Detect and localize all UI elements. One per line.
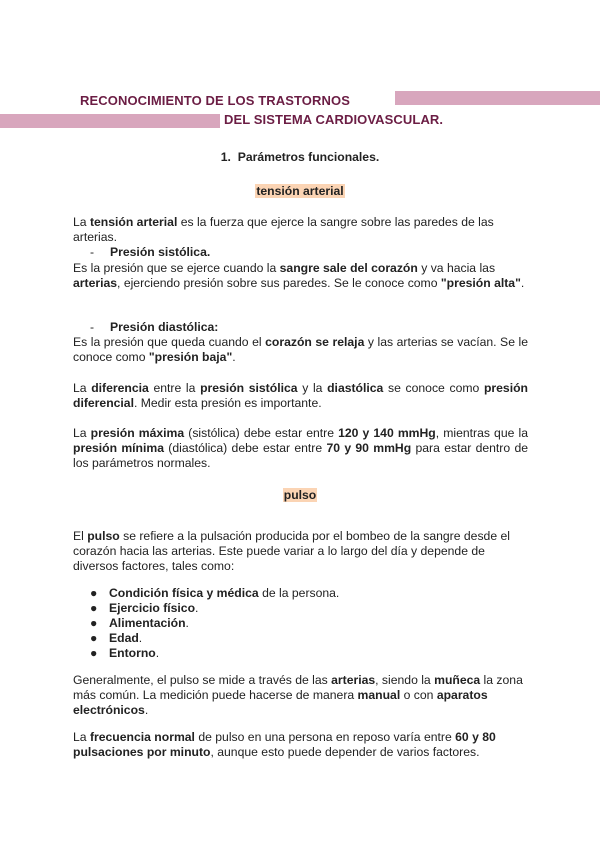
tension-definition: La tensión arterial es la fuerza que ejerce la sangre sobre las paredes de las arterias. — [73, 215, 494, 244]
pulso-medida-paragraph: Generalmente, el pulso se mide a través de las arterias, siendo la muñeca la zona más común. La medición puede hacerse de manera manual o con aparatos electrónicos. — [73, 673, 523, 717]
section-title: Parámetros funcionales. — [237, 150, 380, 164]
section-heading — [0, 150, 600, 165]
diastolica-description: Es la presión que queda cuando el corazón se relaja y las arterias se vacían. Se le conoce como "presión baja". — [73, 335, 528, 364]
document-title-line-1: RECONOCIMIENTO DE LOS TRASTORNOS — [80, 93, 350, 108]
frecuencia-paragraph: La frecuencia normal de pulso en una persona en reposo varía entre 60 y 80 pulsaciones por minuto, aunque esto puede depender de varios factores. — [73, 730, 496, 759]
section-number: 1. — [220, 150, 231, 164]
sistolica-description: Es la presión que se ejerce cuando la sangre sale del corazón y va hacia las arterias, ejerciendo presión sobre sus paredes. Se le conoce como "presión alta". — [73, 261, 525, 290]
sistolica-label: Presión sistólica. — [110, 245, 211, 259]
factor-list-item: ● Entorno. — [90, 646, 160, 660]
factor-list-item: ● Condición física y médica de la persona. — [90, 586, 340, 600]
tension-heading-row — [0, 184, 600, 199]
tension-arterial-heading: tensión arterial — [256, 184, 344, 198]
factor-list-item: ● Alimentación. — [90, 616, 189, 630]
diastolica-item: - Presión diastólica: — [90, 320, 219, 334]
pulso-heading-row — [0, 488, 600, 503]
pulso-intro: El pulso se refiere a la pulsación producida por el bombeo de la sangre desde el corazón hacia las arterias. Este puede variar a lo largo del día y depende de diversos factores, tales como: — [73, 529, 510, 573]
factor-list-item: ● Edad. — [90, 631, 143, 645]
header-accent-bar-left — [0, 114, 220, 128]
pulso-heading: pulso — [283, 488, 317, 502]
document-title-line-2: DEL SISTEMA CARDIOVASCULAR. — [224, 112, 444, 127]
factor-list-item: ● Ejercicio físico. — [90, 601, 199, 615]
presion-range-paragraph: La presión máxima (sistólica) debe estar entre 120 y 140 mmHg, mientras que la presión mínima (diastólica) debe estar entre 70 y 90 mmHg para estar dentro de los parámetros normales. — [73, 426, 529, 470]
sistolica-item: - Presión sistólica. — [90, 245, 211, 259]
diastolica-label: Presión diastólica: — [110, 320, 219, 334]
header-accent-bar-right — [395, 91, 600, 105]
presion-diferencial-paragraph: La diferencia entre la presión sistólica y la diastólica se conoce como presión diferencial. Medir esta presión es importante. — [73, 381, 528, 410]
